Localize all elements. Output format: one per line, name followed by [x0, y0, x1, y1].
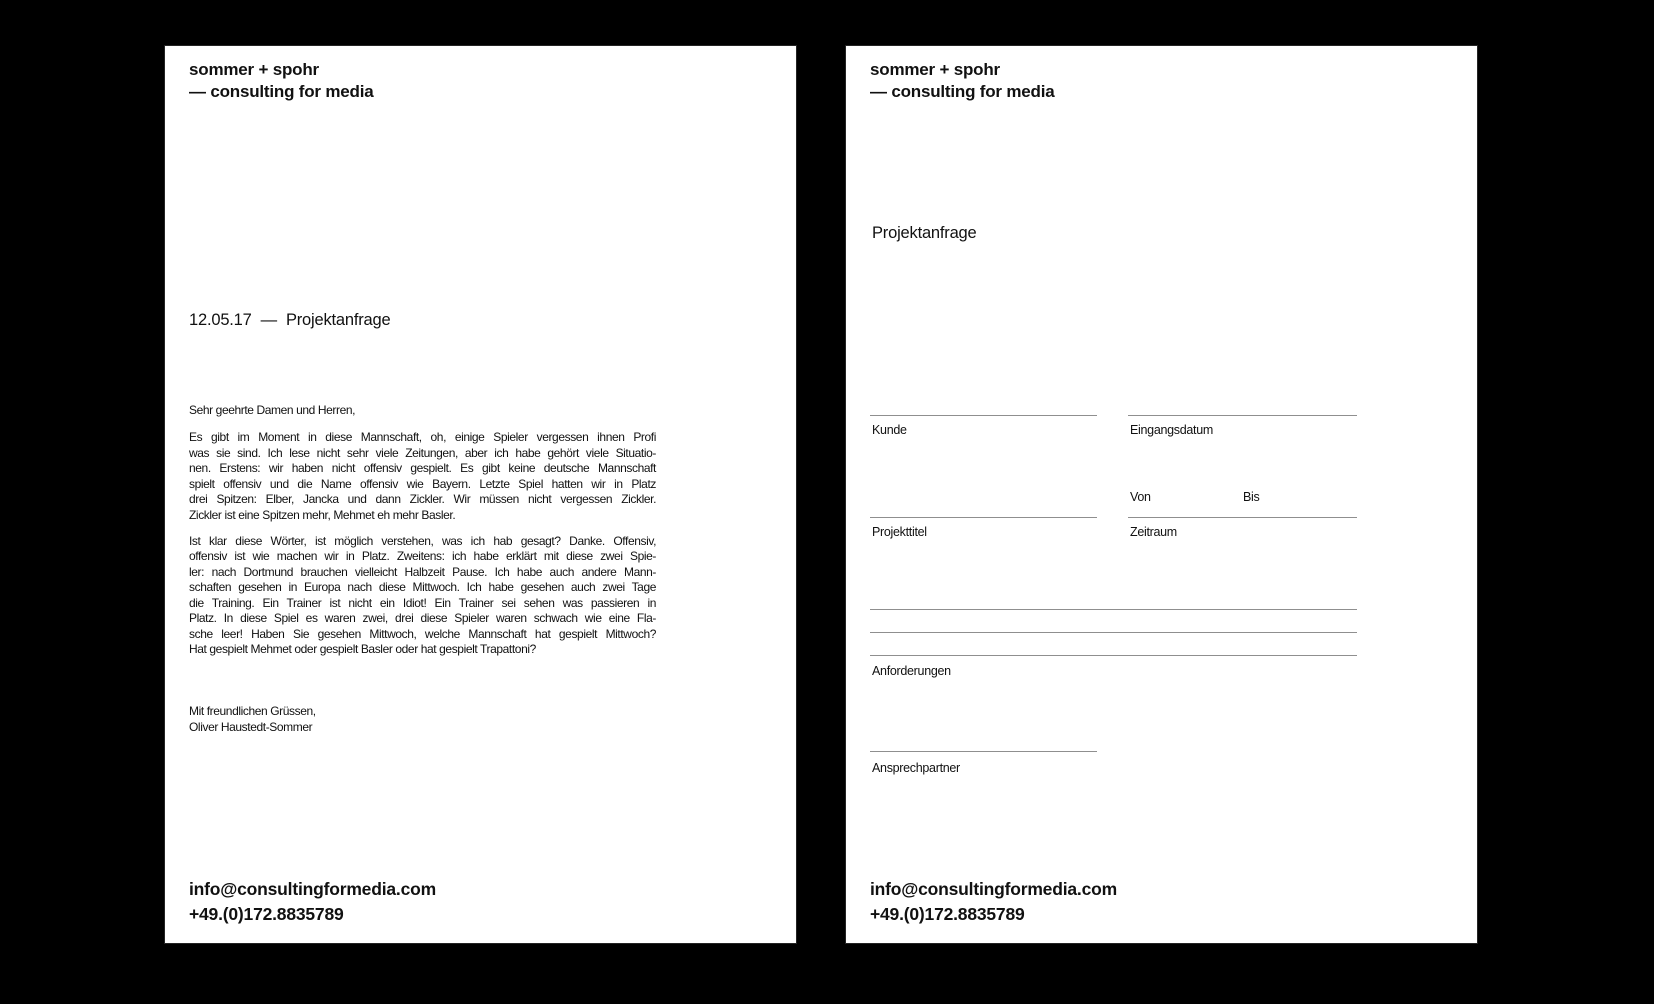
brand-tagline: — consulting for media — [189, 82, 374, 101]
salutation: Sehr geehrte Damen und Herren, — [189, 403, 356, 417]
label-ansprechpartner: Ansprechpartner — [872, 761, 960, 775]
brand-name: sommer + spohr — [189, 60, 319, 79]
letter-line: ler: nach Dortmund brauchen vielleicht Halbzeit Pause. Ich habe auch andere Mann- — [189, 564, 656, 579]
letter-page — [165, 46, 796, 943]
label-kunde: Kunde — [872, 423, 907, 437]
label-zeitraum: Zeitraum — [1130, 525, 1177, 539]
anforderungen-field-line-1 — [870, 609, 1357, 610]
letter-line: nen. Erstens: wir haben nicht offensiv gespielt. Es gibt keine deutsche Mannschaft — [189, 461, 656, 475]
letter-line: was sie sind. Ich lese nicht sehr viele Zeitungen, aber ich habe gehört viele Situatio- — [189, 445, 656, 460]
letter-body — [189, 430, 656, 658]
letter-line: Hat gespielt Mehmet oder gespielt Basler oder hat gespielt Trapattoni? — [189, 642, 536, 656]
letter-paragraph — [189, 430, 656, 523]
letter-line: Platz. In diese Spiel es waren zwei, drei diese Spieler waren schwach wie eine Fla- — [189, 611, 656, 625]
contact-footer — [870, 877, 1117, 927]
contact-email: info@consultingformedia.com — [189, 879, 436, 899]
letter-line: Ist klar diese Wörter, ist möglich verstehen, was ich hab gesagt? Danke. Offensiv, — [189, 533, 656, 548]
brand-header — [189, 59, 374, 103]
contact-phone: +49.(0)172.8835789 — [870, 904, 1025, 924]
anforderungen-field-line-3 — [870, 655, 1357, 656]
closing-line: Mit freundlichen Grüssen, — [189, 704, 316, 718]
letter-line: offensiv ist wie machen wir in Platz. Zweitens: ich habe erklärt mit diese zwei Spie- — [189, 549, 656, 563]
label-von: Von — [1130, 490, 1151, 504]
letter-line: schaften gesehen in Europa nach diese Mittwoch. Ich habe gesehen auch zwei Tage — [189, 580, 656, 594]
projekttitel-field-line — [870, 517, 1097, 518]
form-title: Projektanfrage — [872, 224, 977, 242]
letter-line: spielt offensiv und die Name offensiv wie Bayern. Letzte Spiel hatten wir in Platz — [189, 476, 656, 491]
brand-name: sommer + spohr — [870, 60, 1000, 79]
brand-header — [870, 59, 1055, 103]
contact-phone: +49.(0)172.8835789 — [189, 904, 344, 924]
contact-email: info@consultingformedia.com — [870, 879, 1117, 899]
brand-tagline: — consulting for media — [870, 82, 1055, 101]
closing-block — [189, 704, 316, 735]
date-subject-line — [189, 310, 390, 331]
letter-date: 12.05.17 — [189, 311, 252, 329]
letter-line: die Training. Ein Trainer ist nicht ein Idiot! Ein Trainer sei sehen was passieren in — [189, 595, 656, 610]
label-bis: Bis — [1243, 490, 1260, 504]
signature-name: Oliver Haustedt-Sommer — [189, 719, 313, 734]
form-page — [846, 46, 1477, 943]
letter-paragraph — [189, 534, 656, 658]
label-projekttitel: Projekttitel — [872, 525, 927, 539]
ansprechpartner-field-line — [870, 751, 1097, 752]
letter-line: Es gibt im Moment in diese Mannschaft, oh, einige Spieler vergessen ihnen Profi — [189, 430, 656, 444]
eingangsdatum-field-line — [1128, 415, 1357, 416]
label-eingangsdatum: Eingangsdatum — [1130, 423, 1213, 437]
label-anforderungen: Anforderungen — [872, 664, 951, 678]
letter-subject: Projektanfrage — [285, 311, 391, 329]
letter-line: sche leer! Haben Sie gesehen Mittwoch, welche Mannschaft hat gespielt Mittwoch? — [189, 626, 656, 641]
letter-line: drei Spitzen: Elber, Jancka und dann Zickler. Wir müssen nicht vergessen Zickler. — [189, 492, 656, 506]
anforderungen-field-line-2 — [870, 632, 1357, 633]
letter-line: Zickler ist eine Spitzen mehr, Mehmet eh mehr Basler. — [189, 507, 456, 522]
kunde-field-line — [870, 415, 1097, 416]
contact-footer — [189, 877, 436, 927]
em-dash: — — [260, 311, 277, 329]
zeitraum-field-line — [1128, 517, 1357, 518]
